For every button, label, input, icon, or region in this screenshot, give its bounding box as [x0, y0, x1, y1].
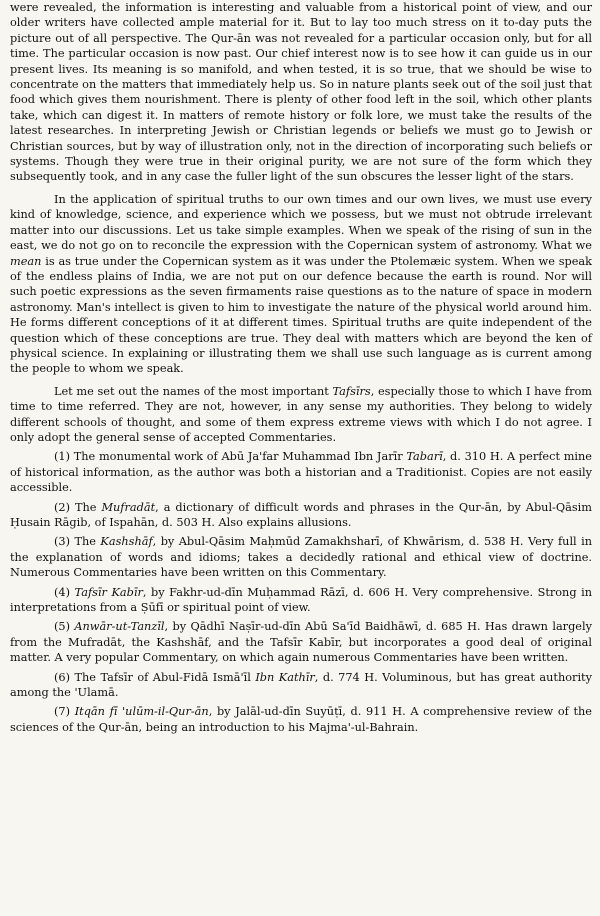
commentary-item: (7) Itqān fī 'ulūm-il-Qur-ān, by Jalāl-ud-dīn Suyūṭī, d. 911 H. A comprehensive review of the sciences of the Qur-ān, being an introduction to his Majma'-ul-Bahrain. — [10, 705, 592, 734]
commentary-item: (1) The monumental work of Abū Ja'far Muhammad Ibn Jarīr Tabarī, d. 310 H. A perfect mine of historical information, as the author was both a historian and a Traditionist. Copies are not easily accessible. — [10, 450, 592, 495]
paragraph-tafsirs-intro: Let me set out the names of the most important Tafsīrs, especially those to which I have from time to time referred. They are not, however, in any sense my authorities. They belong to widely different schools of thought, and some of them express extreme views with which I do not agree. I only adopt the general sense of accepted Commentaries. — [10, 384, 592, 444]
paragraph-spiritual-truths: In the application of spiritual truths to our own times and our own lives, we must use every kind of knowledge, science, and experience which we possess, but we must not obtrude irrelevant matter into our discussions. Let us take simple examples. When we speak of the rising of sun in the east, we do not go on to reconcile the expression with the Copernican system of astronomy. What we mean is as true under the Copernican system as it was under the Ptolemæic system. When we speak of the endless plains of India, we are not put on our defence because the earth is round. Nor will such poetic expressions as the seven firmaments raise questions as to the nature of space in modern astronomy. Man's intellect is given to him to investigate the nature of the physical world around him. He forms different conceptions of it at different times. Spiritual truths are quite independent of the question which of these conceptions are true. They deal with matters which are beyond the ken of physical science. In explaining or illustrating them we shall use such language as is current among the people to whom we speak. — [10, 192, 592, 376]
commentary-item: (2) The Mufradāt, a dictionary of difficult words and phrases in the Qur-ān, by Abul-Qāsim Ḥusain Rāgib, of Ispahān, d. 503 H. Also explains allusions. — [10, 500, 592, 529]
paragraph-intro: were revealed, the information is interesting and valuable from a historical point of view, and our older writers have collected ample material for it. But to lay too much stress on it to-day puts the picture out of all perspective. The Qur-ān was not revealed for a particular occasion only, but for all time. The particular occasion is now past. Our chief interest now is to see how it can guide us in our present lives. Its meaning is so manifold, and when tested, it is so true, that we should be wise to concentrate on the matters that immediately help us. So in nature plants seek out of the soil just that food which gives them nourishment. There is plenty of other food left in the soil, which other plants take, which can digest it. In matters of remote history or folk lore, we must take the results of the latest researches. In interpreting Jewish or Christian legends or beliefs we must go to Jewish or Christian sources, but by way of illustration only, not in the direction of incorporating such beliefs or systems. Though they were true in their original purity, we are not sure of the form which they subsequently took, and in any case the fuller light of the sun obscures the lesser light of the stars. — [10, 1, 592, 184]
commentary-item: (5) Anwār-ut-Tanzīl, by Qādhī Naṣīr-ud-dīn Abū Sa'īd Baidhāwī, d. 685 H. Has drawn largely from the Mufradāt, the Kashshāf, and the Tafsīr Kabīr, but incorporates a good deal of original matter. A very popular Commentary, on which again numerous Commentaries have been written. — [10, 620, 592, 665]
commentary-item: (3) The Kashshāf, by Abul-Qāsim Maḥmūd Zamakhsharī, of Khwārism, d. 538 H. Very full in the explanation of words and idioms; takes a decidedly rational and ethical view of doctrine. Numerous Commentaries have been written on this Commentary. — [10, 535, 593, 580]
commentary-item: (4) Tafsīr Kabīr, by Fakhr-ud-dīn Muḥammad Rāzī, d. 606 H. Very comprehensive. Strong in interpretations from a Ṣūfī or spiritual point of view. — [10, 585, 592, 615]
commentary-item: (6) The Tafsīr of Abul-Fidā Ismā'īl Ibn Kathīr, d. 774 H. Voluminous, but has great authority among the 'Ulamā. — [10, 670, 592, 700]
